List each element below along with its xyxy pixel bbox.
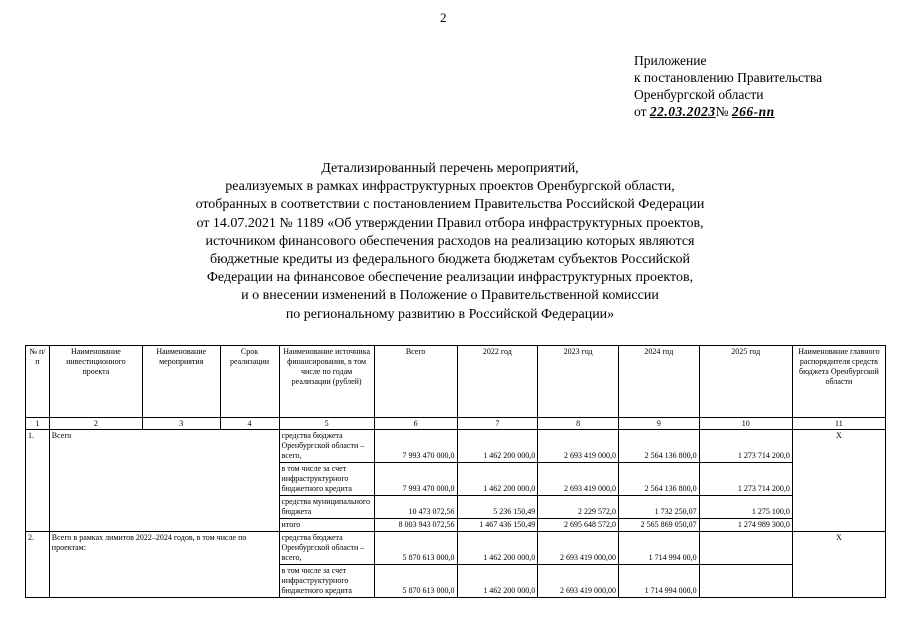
header-cell: 2022 год: [457, 346, 538, 418]
row-name: Всего: [49, 430, 279, 532]
value-total: 10 473 072,56: [374, 496, 457, 519]
value-total: 5 870 613 000,0: [374, 532, 457, 565]
column-number: 2: [49, 418, 142, 430]
value-2022: 1 462 200 000,0: [457, 430, 538, 463]
value-2025: [699, 532, 792, 565]
value-2023: 2 695 648 572,0: [538, 519, 619, 532]
column-number: 4: [220, 418, 279, 430]
title-line: Детализированный перечень мероприятий,: [321, 161, 579, 176]
value-2024: 1 714 994 00,0: [618, 532, 699, 565]
column-number: 1: [26, 418, 50, 430]
title-line: и о внесении изменений в Положение о Правительственной комиссии: [241, 288, 659, 304]
value-total: 7 993 470 000,0: [374, 430, 457, 463]
header-cell: Наименование главного распорядителя средств бюджета Оренбургской области: [792, 346, 885, 418]
value-2023: 2 229 572,0: [538, 496, 619, 519]
header-cell: 2023 год: [538, 346, 619, 418]
value-2024: 2 564 136 800,0: [618, 430, 699, 463]
value-2023: 2 693 419 000,00: [538, 565, 619, 598]
source-cell: средства бюджета Оренбургской области – всего,: [279, 532, 374, 565]
value-2025: [699, 565, 792, 598]
value-2024: 2 565 869 050,07: [618, 519, 699, 532]
value-total: 8 003 943 072,56: [374, 519, 457, 532]
column-number: 9: [618, 418, 699, 430]
column-number-row: [26, 418, 886, 430]
appendix-line-3: Оренбургской области: [634, 87, 764, 102]
source-cell: средства бюджета Оренбургской области – всего,: [279, 430, 374, 463]
title-line: реализуемых в рамках инфраструктурных проектов Оренбургской области,: [225, 179, 675, 195]
value-2022: 1 462 200 000,0: [457, 532, 538, 565]
title-line: от 14.07.2021 № 1189 «Об утверждении Правил отбора инфраструктурных проектов,: [196, 215, 704, 231]
value-2025: 1 273 714 200,0: [699, 463, 792, 496]
title-line: бюджетные кредиты из федерального бюджета бюджетам субъектов Российской: [210, 252, 690, 268]
header-cell: Наименование источника финансирования, в том числе по годам реализации (рублей): [279, 346, 374, 418]
appendix-block: [634, 52, 822, 120]
measures-table: [25, 345, 886, 598]
header-row: [26, 346, 886, 418]
row-number: 1.: [26, 430, 50, 532]
source-cell: итого: [279, 519, 374, 532]
value-2022: 1 462 200 000,0: [457, 463, 538, 496]
distributor-mark: Х: [792, 532, 885, 598]
value-2023: 2 693 419 000,0: [538, 463, 619, 496]
appendix-prefix: от: [634, 104, 647, 119]
title-line: Федерации на финансовое обеспечение реализации инфраструктурных проектов,: [206, 270, 694, 286]
title-line: по региональному развитию в Российской Федерации»: [285, 306, 615, 322]
column-number: 10: [699, 418, 792, 430]
value-2024: 1 714 994 000,0: [618, 565, 699, 598]
value-total: 7 993 470 000,0: [374, 463, 457, 496]
appendix-line-1: Приложение: [634, 53, 707, 68]
source-cell: в том числе за счет инфраструктурного бюджетного кредита: [279, 463, 374, 496]
appendix-date-line: [634, 103, 822, 120]
appendix-number: 266-пп: [731, 104, 775, 119]
value-2025: 1 275 100,0: [699, 496, 792, 519]
value-2025: 1 274 989 300,0: [699, 519, 792, 532]
value-2023: 2 693 419 000,00: [538, 532, 619, 565]
column-number: 6: [374, 418, 457, 430]
value-total: 5 870 613 000,0: [374, 565, 457, 598]
title-line: источником финансового обеспечения расходов на реализацию которых являются: [205, 233, 695, 249]
column-number: 7: [457, 418, 538, 430]
column-number: 5: [279, 418, 374, 430]
source-cell: в том числе за счет инфраструктурного бюджетного кредита: [279, 565, 374, 598]
row-name: Всего в рамках лимитов 2022–2024 годов, в том числе по проектам:: [49, 532, 279, 598]
header-cell: № п/п: [26, 346, 50, 418]
header-cell: 2024 год: [618, 346, 699, 418]
appendix-date: 22.03.2023: [649, 104, 716, 119]
page-number: 2: [440, 10, 447, 25]
appendix-line-2: к постановлению Правительства: [634, 70, 823, 85]
value-2024: 1 732 250,07: [618, 496, 699, 519]
value-2022: 1 462 200 000,0: [457, 565, 538, 598]
row-number: 2.: [26, 532, 50, 598]
column-number: 3: [142, 418, 220, 430]
header-cell: Срок реализации: [220, 346, 279, 418]
column-number: 8: [538, 418, 619, 430]
document-title: [130, 160, 770, 324]
value-2023: 2 693 419 000,0: [538, 430, 619, 463]
appendix-number-sign: №: [715, 104, 729, 119]
source-cell: средства муниципального бюджета: [279, 496, 374, 519]
value-2025: 1 273 714 200,0: [699, 430, 792, 463]
table-row: [26, 532, 886, 565]
value-2022: 1 467 436 150,49: [457, 519, 538, 532]
distributor-mark: Х: [792, 430, 885, 532]
header-cell: Наименование мероприятия: [142, 346, 220, 418]
header-cell: 2025 год: [699, 346, 792, 418]
header-cell: Наименование инвестиционного проекта: [49, 346, 142, 418]
value-2024: 2 564 136 800,0: [618, 463, 699, 496]
title-line: отобранных в соответствии с постановлением Правительства Российской Федерации: [195, 197, 705, 213]
column-number: 11: [792, 418, 885, 430]
table-row: [26, 430, 886, 463]
value-2022: 5 236 150,49: [457, 496, 538, 519]
header-cell: Всего: [374, 346, 457, 418]
